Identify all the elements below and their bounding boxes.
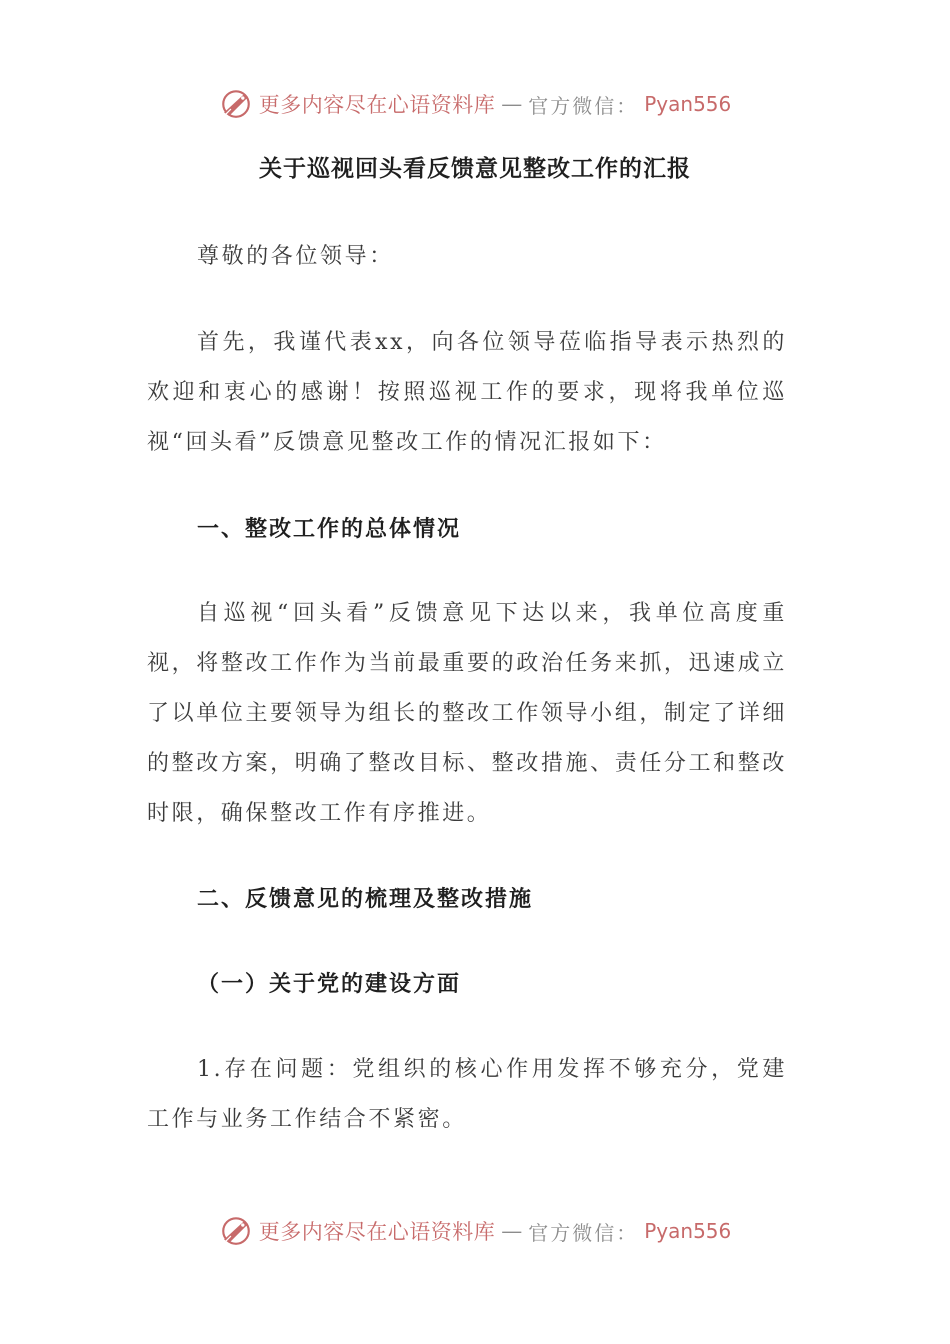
pen-nib-logo-icon (219, 1214, 253, 1248)
section-body-overall: 自巡视“回头看”反馈意见下达以来，我单位高度重视，将整改工作作为当前最重要的政治任务来抓，迅速成立了以单位主要领导为组长的整改工作领导小组，制定了详细的整改方案，明确了整改目标、整改措施、责任分工和整改时限，确保整改工作有序推进。 (147, 601, 787, 826)
watermark-separator: — (501, 1219, 523, 1243)
header-watermark (0, 84, 950, 124)
watermark-wechat-id: Pyan556 (644, 92, 732, 116)
pen-nib-logo-icon (219, 87, 253, 121)
section-heading-overall: 一、整改工作的总体情况 (197, 516, 462, 542)
document-title: 关于巡视回头看反馈意见整改工作的汇报 (259, 155, 691, 182)
footer-watermark (0, 1211, 950, 1251)
watermark-wechat-id: Pyan556 (644, 1219, 732, 1243)
watermark-text: 更多内容尽在心语资料库 (258, 1220, 496, 1244)
section-heading-measures: 二、反馈意见的梳理及整改措施 (197, 886, 534, 912)
watermark-separator: — (501, 92, 523, 116)
intro-paragraph: 首先，我谨代表xx，向各位领导莅临指导表示热烈的欢迎和衷心的感谢！按照巡视工作的要求，现将我单位巡视“回头看”反馈意见整改工作的情况汇报如下： (147, 330, 787, 455)
watermark-official-label: 官方微信： (528, 93, 639, 118)
subsection-heading-party-building: （一）关于党的建设方面 (197, 971, 462, 997)
salutation: 尊敬的各位领导： (197, 244, 394, 269)
watermark-text: 更多内容尽在心语资料库 (258, 93, 496, 117)
item-problem-1: 1.存在问题：党组织的核心作用发挥不够充分，党建工作与业务工作结合不紧密。 (147, 1057, 787, 1132)
watermark-official-label: 官方微信： (528, 1220, 639, 1245)
